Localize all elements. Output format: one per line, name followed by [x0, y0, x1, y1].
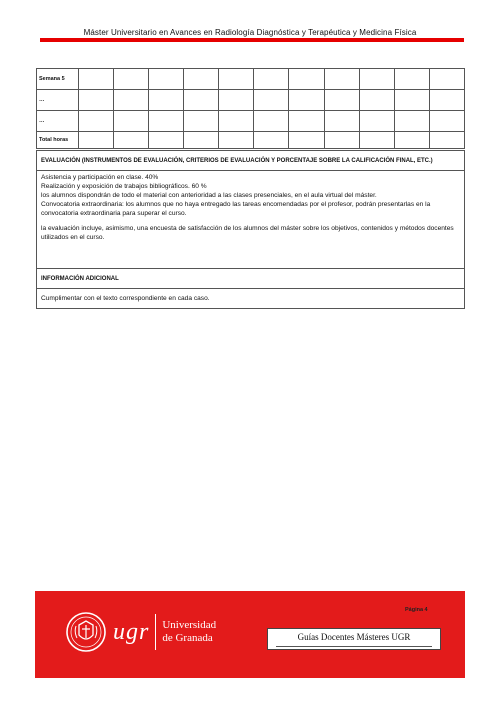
table-cell	[149, 90, 184, 111]
university-logo	[65, 611, 216, 653]
table-cell	[394, 111, 429, 132]
table-cell	[429, 69, 464, 90]
table-cell	[324, 132, 359, 149]
table-cell	[324, 69, 359, 90]
page-number: Página 4	[405, 607, 428, 613]
table-cell	[184, 90, 219, 111]
table-cell	[79, 90, 114, 111]
table-row	[37, 90, 465, 111]
row-label: Total horas	[37, 132, 79, 149]
row-label: …	[37, 90, 79, 111]
table-row	[37, 111, 465, 132]
table-cell	[184, 111, 219, 132]
evaluation-note: la evaluación incluye, asimismo, una encuesta de satisfacción de los alumnos del máster sobre los objetivos, contenidos y métodos docentes utilizados en el curso.	[41, 225, 454, 241]
ugr-wordmark: ugr	[113, 618, 150, 645]
table-cell	[429, 111, 464, 132]
schedule-table	[36, 68, 465, 149]
table-cell	[79, 69, 114, 90]
table-cell	[114, 111, 149, 132]
table-cell	[394, 132, 429, 149]
table-cell	[79, 111, 114, 132]
table-cell	[114, 132, 149, 149]
page-header-title: Máster Universitario en Avances en Radiología Diagnóstica y Terapéutica y Medicina Física	[83, 28, 417, 37]
table-cell	[149, 132, 184, 149]
table-cell	[324, 111, 359, 132]
additional-info-heading: INFORMACIÓN ADICIONAL	[36, 268, 465, 289]
table-cell	[254, 90, 289, 111]
table-cell	[429, 132, 464, 149]
evaluation-line: los alumnos dispondrán de todo el material con anterioridad a las clases presenciales, en el aula virtual del máster.	[41, 192, 377, 199]
table-cell	[289, 111, 324, 132]
university-seal-icon	[65, 611, 107, 653]
table-cell	[359, 111, 394, 132]
evaluation-body	[36, 170, 465, 269]
table-cell	[254, 132, 289, 149]
table-cell	[359, 132, 394, 149]
university-name-line2: de Granada	[162, 632, 213, 644]
table-row	[37, 69, 465, 90]
table-cell	[394, 69, 429, 90]
university-name	[162, 619, 216, 645]
table-cell	[254, 111, 289, 132]
table-cell	[429, 90, 464, 111]
guide-title: Guías Docentes Másteres UGR	[297, 632, 411, 642]
table-cell	[184, 132, 219, 149]
university-name-line1: Universidad	[162, 619, 217, 631]
table-cell	[114, 69, 149, 90]
table-cell	[114, 90, 149, 111]
footer-banner	[35, 591, 465, 678]
table-cell	[149, 111, 184, 132]
table-cell	[359, 90, 394, 111]
table-cell	[359, 69, 394, 90]
table-cell	[219, 132, 254, 149]
table-cell	[289, 132, 324, 149]
table-row-total	[37, 132, 465, 149]
table-cell	[254, 69, 289, 90]
table-cell	[324, 90, 359, 111]
additional-info-text: Cumplimentar con el texto correspondiente en cada caso.	[41, 294, 210, 302]
additional-info-body	[36, 288, 465, 309]
table-cell	[149, 69, 184, 90]
guide-title-box	[267, 628, 441, 650]
table-cell	[394, 90, 429, 111]
table-cell	[219, 69, 254, 90]
table-cell	[184, 69, 219, 90]
row-label: Semana 5	[37, 69, 79, 90]
evaluation-line: Convocatoria extraordinaria: los alumnos que no haya entregado las tareas encomendadas por el profesor, podrán presentarlas en la convocatoria extraordinaria para superar el curso.	[41, 201, 431, 217]
table-cell	[219, 111, 254, 132]
logo-divider	[155, 614, 156, 650]
table-cell	[289, 69, 324, 90]
table-cell	[289, 90, 324, 111]
evaluation-line: Realización y exposición de trabajos bibliográficos. 60 %	[41, 183, 207, 190]
evaluation-line: Asistencia y participación en clase. 40%	[41, 174, 159, 181]
row-label: …	[37, 111, 79, 132]
evaluation-heading: EVALUACIÓN (INSTRUMENTOS DE EVALUACIÓN, CRITERIOS DE EVALUACIÓN Y PORCENTAJE SOBRE LA CALIFICACIÓN FINAL, ETC.)	[36, 150, 465, 171]
table-cell	[79, 132, 114, 149]
header-red-rule	[40, 38, 464, 42]
table-cell	[219, 90, 254, 111]
guide-underline	[276, 646, 432, 647]
